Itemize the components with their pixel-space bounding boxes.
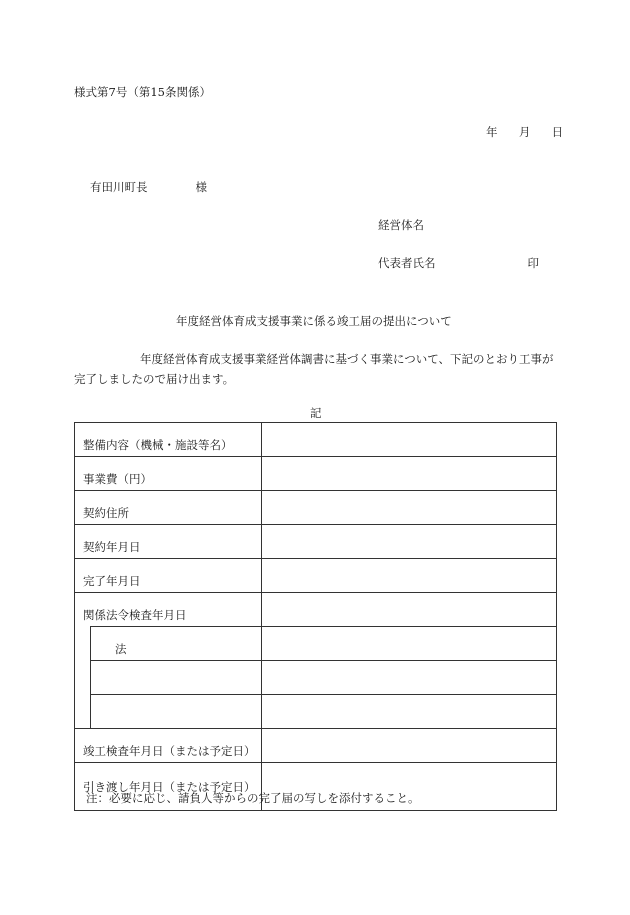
table-row [75, 729, 557, 763]
contract-date-value[interactable] [262, 525, 557, 559]
table-row [75, 491, 557, 525]
table-row [75, 457, 557, 491]
table-row [75, 661, 557, 695]
table-row [75, 525, 557, 559]
final-inspection-label: 竣工検査年月日（または予定日） [75, 729, 262, 763]
equipment-value[interactable] [262, 423, 557, 457]
cost-value[interactable] [262, 457, 557, 491]
contractor-address-value[interactable] [262, 491, 557, 525]
subject-title: 年度経営体育成支援事業に係る竣工届の提出について [176, 314, 452, 328]
body-text: 年度経営体育成支援事業経営体調書に基づく事業について、下記のとおり工事が完了しましたので届け出ます。 [74, 352, 554, 386]
addressee [90, 179, 207, 195]
inspection-date-value[interactable] [262, 593, 557, 627]
indent-cell [75, 695, 91, 729]
equipment-label: 整備内容（機械・施設等名） [75, 423, 262, 457]
date-year: 年 [486, 125, 498, 139]
indent-cell [75, 661, 91, 695]
representative-label: 代表者氏名 [378, 256, 436, 270]
final-inspection-value[interactable] [262, 729, 557, 763]
addressee-honorific: 様 [195, 180, 207, 194]
table-row [75, 627, 557, 661]
completion-date-label: 完了年月日 [75, 559, 262, 593]
seal-mark: 印 [527, 256, 539, 270]
inspection-date-label: 関係法令検査年月日 [75, 593, 262, 627]
law-blank-label[interactable] [91, 661, 262, 695]
law-blank-value[interactable] [262, 695, 557, 729]
date-day: 日 [551, 125, 564, 139]
table-row [75, 593, 557, 627]
completion-table [74, 422, 557, 811]
table-row [75, 559, 557, 593]
ki-heading: 記 [310, 406, 322, 420]
handover-label: 引き渡し年月日（または予定日） [75, 763, 262, 811]
indent-cell [75, 627, 91, 661]
addressee-name: 有田川町長 [90, 180, 148, 194]
law-label: 法 [91, 627, 262, 661]
representative [378, 255, 539, 271]
law-blank-label[interactable] [91, 695, 262, 729]
completion-date-value[interactable] [262, 559, 557, 593]
cost-label: 事業費（円） [75, 457, 262, 491]
contractor-address-label: 契約住所 [75, 491, 262, 525]
table-row [75, 423, 557, 457]
contract-date-label: 契約年月日 [75, 525, 262, 559]
law-blank-value[interactable] [262, 661, 557, 695]
form-number: 様式第7号（第15条関係） [74, 85, 211, 99]
table-row [75, 695, 557, 729]
footnote: 注：必要に応じ、請負人等からの完了届の写しを添付すること。 [86, 791, 420, 805]
date-line [486, 124, 563, 140]
date-month: 月 [518, 125, 531, 139]
law-value[interactable] [262, 627, 557, 661]
entity-name-label: 経営体名 [378, 218, 424, 232]
